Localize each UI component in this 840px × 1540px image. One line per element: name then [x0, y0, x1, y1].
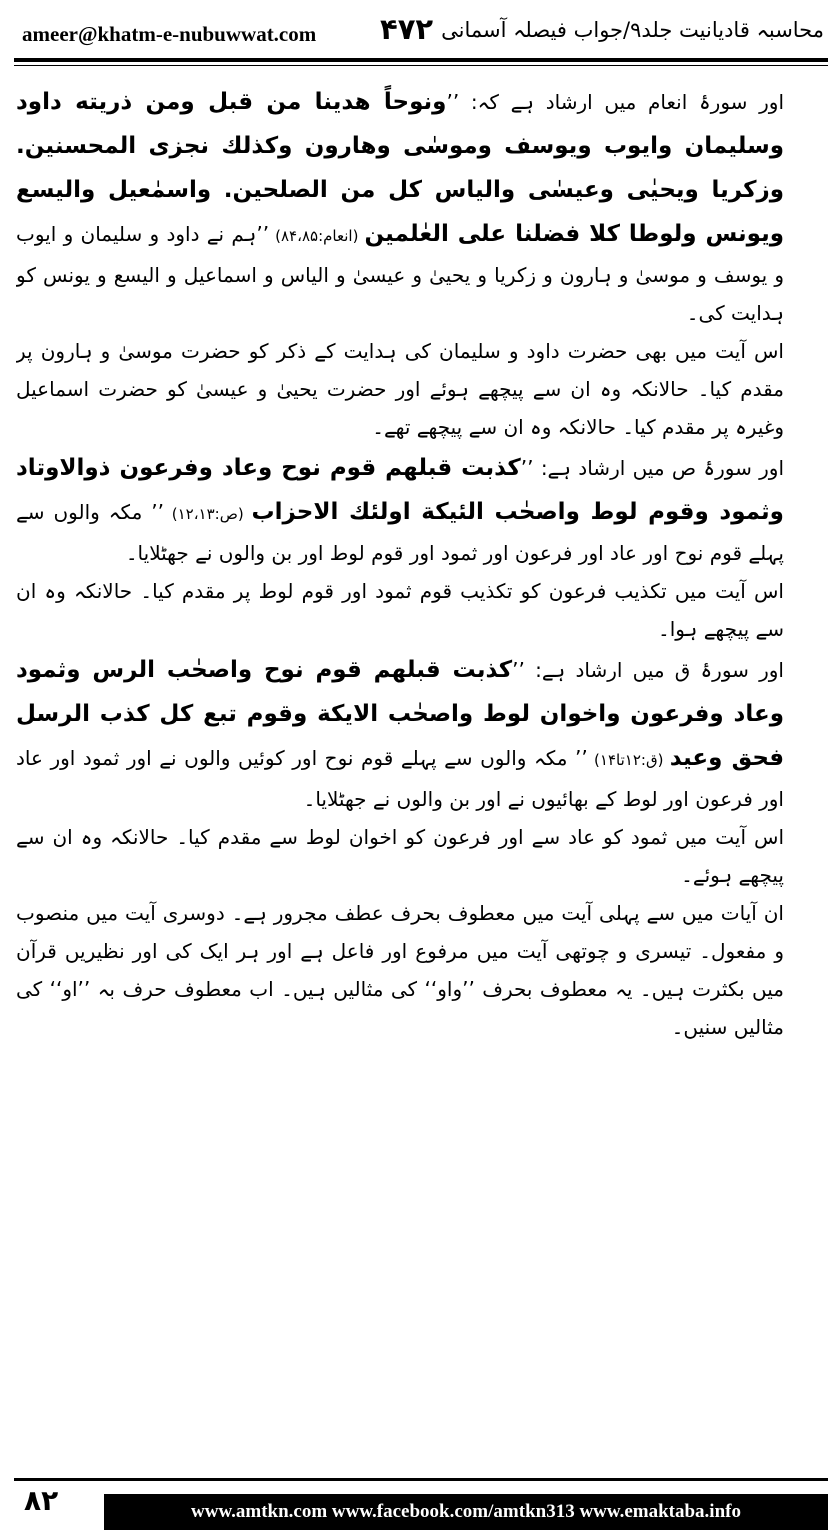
footer-page-number: ۸۲	[24, 1484, 59, 1517]
header-email[interactable]: ameer@khatm-e-nubuwwat.com	[22, 22, 317, 46]
arabic-verse: ونوحاً هدينا من قبل ومن ذريته داود وسليمان وايوب ويوسف وموسٰى وهارون وكذلك نجزى المحسنين. وزكريا ويحيٰى وعيسٰى والياس كل من الصلحين. واسمٰعيل واليسع ويونس ولوطا كلا فضلنا على العٰلمين	[16, 89, 784, 247]
paragraph-conclusion: ان آیات میں سے پہلی آیت میں معطوف بحرف عطف مجرور ہے۔ دوسری آیت میں منصوب و مفعول۔ تیسری و چوتھی آیت میں مرفوع اور فاعل ہے اور ہر ایک کی اور نظیریں قرآن میں بکثرت ہیں۔ یہ معطوف بحرف ’’واو‘‘ کی مثالیں ہیں۔ اب معطوف حرف بہ ’’او‘‘ کی مثالیں سنیں۔	[16, 901, 784, 1039]
page-body	[16, 80, 826, 1460]
arabic-verse: كذبت قبلهم قوم نوح وعاد وفرعون ذوالاوتاد وثمود وقوم لوط واصحٰب الئيكة اولئك الاحزاب	[16, 455, 784, 525]
verse-reference: (ص:۱۲،۱۳)	[171, 505, 244, 523]
paragraph-commentary: اس آیت میں ثمود کو عاد سے اور فرعون کو اخوان لوط سے مقدم کیا۔ حالانکہ وہ ان سے پیچھے ہوئے۔	[16, 825, 784, 887]
paragraph-anam-verse	[16, 80, 826, 332]
page-header	[0, 0, 840, 70]
page-footer	[0, 1478, 840, 1540]
header-page-number: ۴۷۲	[380, 12, 434, 46]
verse-reference: (انعام:۸۴،۸۵)	[275, 227, 359, 245]
paragraph-qaf-verse	[16, 648, 826, 818]
paragraph-commentary: اس آیت میں تکذیب فرعون کو تکذیب قوم ثمود اور قوم لوط پر مقدم کیا۔ حالانکہ وہ ان سے پیچھے ہوا۔	[16, 579, 784, 641]
verse-reference: (ق:۱۲تا۱۴)	[594, 751, 664, 769]
header-rule-thin	[14, 65, 828, 66]
urdu-translation: ’’ہم نے داود و سلیمان و ایوب و یوسف و موسیٰ و ہارون و زکریا و یحییٰ و عیسیٰ و الیاس و اسماعیل و الیسع و یونس کو ہدایت کی۔	[16, 222, 784, 325]
paragraph-sad-verse	[16, 446, 826, 572]
arabic-verse: كذبت قبلهم قوم نوح واصحٰب الرس وثمود وعاد وفرعون واخوان لوط واصحٰب الايكة وقوم تبع كل كذب الرسل فحق وعيد	[16, 657, 785, 771]
urdu-intro: اور سورۂ ص میں ارشاد ہے: ’’	[520, 456, 785, 480]
urdu-intro: اور سورۂ ق میں ارشاد ہے: ’’	[512, 658, 784, 682]
header-book-title: محاسبہ قادیانیت جلد۹/جواب فیصلہ آسمانی	[441, 18, 824, 42]
footer-links[interactable]: www.amtkn.com www.facebook.com/amtkn313 www.emaktaba.info	[104, 1494, 828, 1530]
footer-rule	[14, 1478, 828, 1481]
paragraph-commentary: اس آیت میں بھی حضرت داود و سلیمان کی ہدایت کے ذکر کو حضرت موسیٰ و ہارون پر مقدم کیا۔ حالانکہ وہ ان سے پیچھے ہوئے اور حضرت یحییٰ و عیسیٰ کو حضرت اسماعیل وغیرہ پر مقدم کیا۔ حالانکہ وہ ان سے پیچھے تھے۔	[16, 339, 784, 439]
urdu-translation: ’’ مکہ والوں سے پہلے قوم نوح اور عاد اور فرعون اور ثمود اور قوم لوط اور بن والوں نے جھٹلایا۔	[16, 500, 784, 565]
urdu-translation: ’’ مکہ والوں سے پہلے قوم نوح اور کوئیں والوں نے اور ثمود اور عاد اور فرعون اور لوط کے بھائیوں نے اور بن والوں نے جھٹلایا۔	[16, 746, 784, 811]
header-rule-thick	[14, 58, 828, 62]
urdu-intro: اور سورۂ انعام میں ارشاد ہے کہ: ’’	[446, 90, 784, 114]
